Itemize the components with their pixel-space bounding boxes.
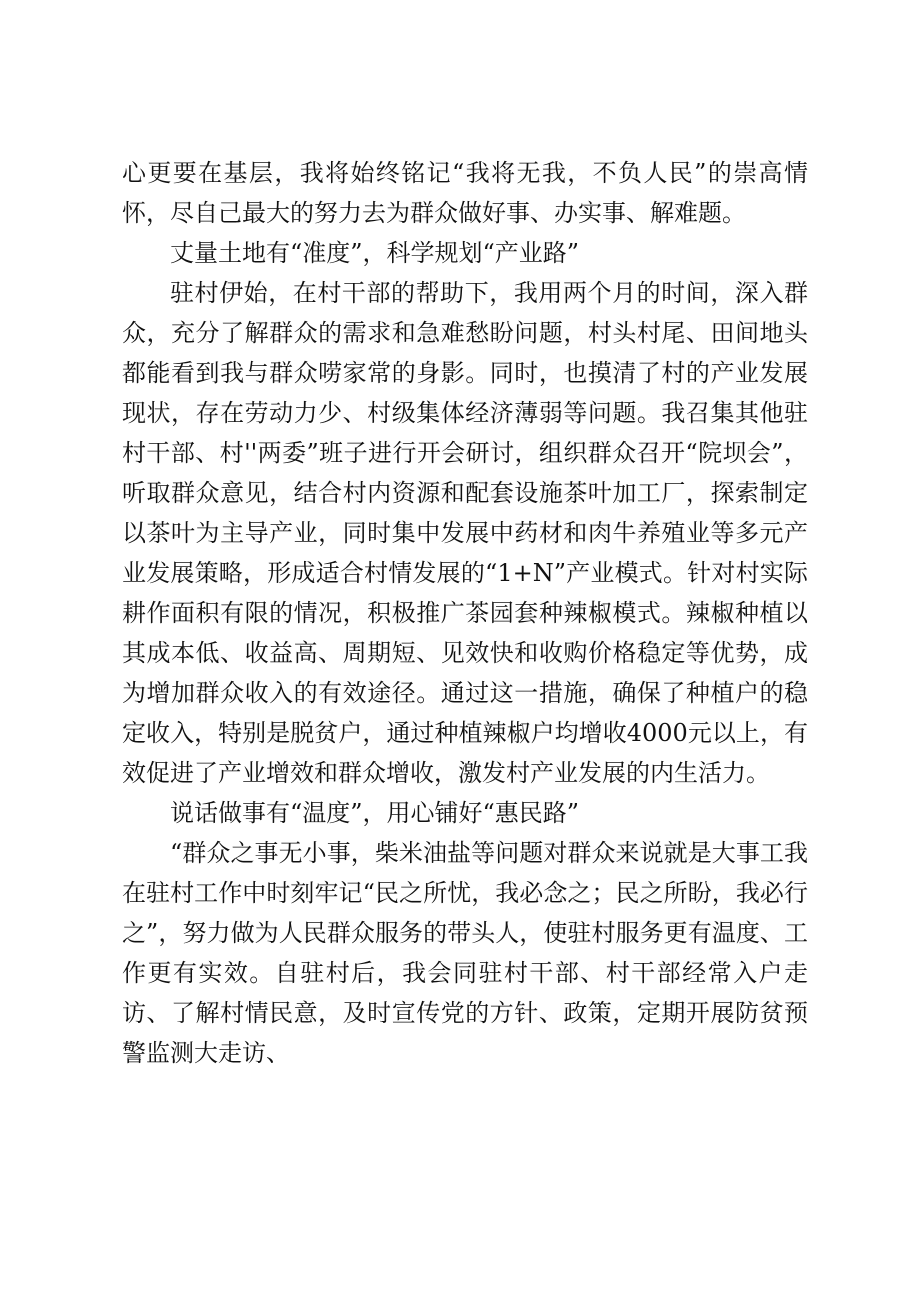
paragraph-public-service: “群众之事无小事，柴米油盐等问题对群众来说就是大事工我在驻村工作中时刻牢记“民之所忧，我必念之；民之所盼，我必行之”，努力做为人民群众服务的带头人，使驻村服务更有温度、工作更有实效。自驻村后，我会同驻村干部、村干部经常入户走访、了解村情民意，及时宣传党的方针、政策，定期开展防贫预警监测大走访、 (122, 839, 808, 1067)
section-heading-land-planning: 丈量土地有“准度”，科学规划“产业路” (170, 239, 580, 267)
document-body (122, 153, 808, 1073)
section-heading-public-service: 说话做事有“温度”，用心铺好“惠民路” (170, 799, 580, 827)
paragraph-industry-development: 驻村伊始，在村干部的帮助下，我用两个月的时间，深入群众，充分了解群众的需求和急难愁盼问题，村头村尾、田间地头都能看到我与群众唠家常的身影。同时，也摸清了村的产业发展现状，存在劳动力少、村级集体经济薄弱等问题。我召集其他驻村干部、村''两委”班子进行开会研讨，组织群众召开“院坝会”，听取群众意见，结合村内资源和配套设施茶叶加工厂，探索制定以茶叶为主导产业，同时集中发展中药材和肉牛养殖业等多元产业发展策略，形成适合村情发展的“1+N”产业模式。针对村实际耕作面积有限的情况，积极推广茶园套种辣椒模式。辣椒种植以其成本低、收益高、周期短、见效快和收购价格稳定等优势，成为增加群众收入的有效途径。通过这一措施，确保了种植户的稳定收入，特别是脱贫户，通过种植辣椒户均增收4000元以上，有效促进了产业增效和群众增收，激发村产业发展的内生活力。 (122, 279, 808, 787)
paragraph-continuation: 心更要在基层，我将始终铭记“我将无我，不负人民”的崇高情怀，尽自己最大的努力去为群众做好事、办实事、解难题。 (122, 159, 808, 227)
